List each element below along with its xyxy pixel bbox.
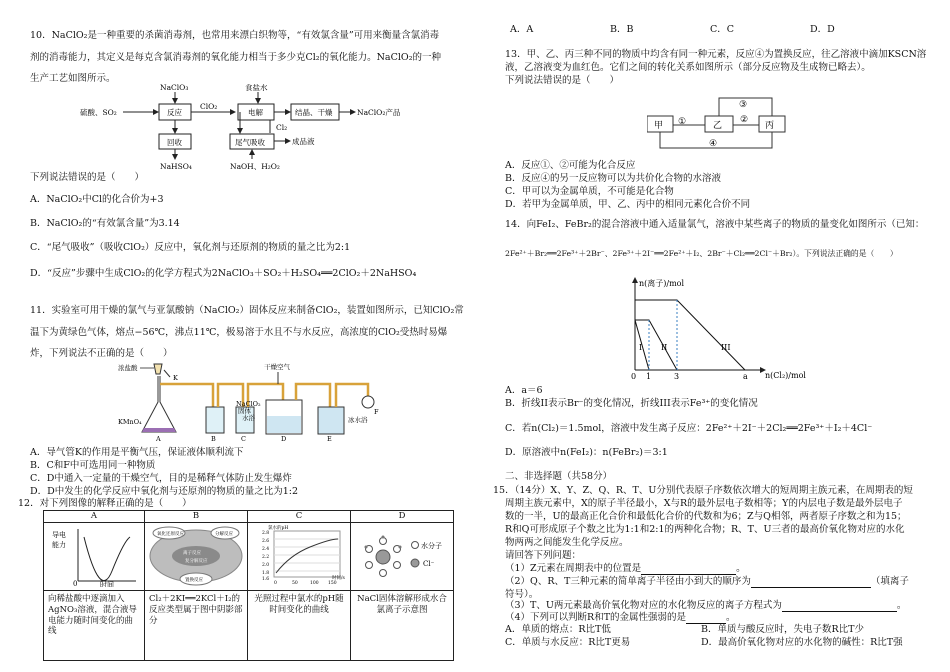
- q14-xlabel: n(Cl₂)/mol: [765, 371, 806, 380]
- q15-sub-1-text: （1）Z元素在周期表中的位置是: [505, 563, 642, 574]
- app-naclo2: NaClO₂: [236, 400, 261, 408]
- q15-line-6: 请回答下列问题：: [505, 550, 582, 561]
- app-label-c: C: [241, 435, 246, 443]
- q10-flow-diagram: [80, 84, 410, 172]
- q15-sub-3-blank[interactable]: [782, 611, 897, 612]
- app-kmno4: KMnO₄: [118, 418, 142, 426]
- q11-option-a: A．导气管K的作用是平衡气压，保证液体顺利流下: [30, 447, 244, 458]
- q14-tick-3: 3: [674, 372, 680, 380]
- a-xlabel: 时间: [100, 580, 114, 587]
- q11-line-3: 炸，下列说法不正确的是（ ）: [30, 348, 173, 359]
- q15-sub-4-text: （4）下列可以判断R和T的金属性强弱的是: [505, 612, 687, 623]
- q15-sub-1: [505, 563, 746, 575]
- q12-option-d: D．D: [810, 24, 835, 35]
- q15-sub-3-period: 。: [896, 600, 907, 611]
- part-two-heading: 二、非选择题（共58分）: [505, 471, 613, 482]
- q15-sub-2-text: （2）Q、R、T三种元素的简单离子半径由小到大的顺序为: [505, 576, 751, 587]
- q12-cell-a: 向稀盐酸中逐滴加入AgNO₃溶液，混合液导电能力随时间变化的曲线: [44, 591, 145, 661]
- app-label-b: B: [211, 435, 216, 443]
- q14-tick-1: 1: [646, 372, 652, 380]
- c-ytick-0: 2.8: [262, 530, 270, 536]
- bottle-b: [206, 407, 224, 433]
- q13-r2: ②: [740, 115, 749, 125]
- q13-option-b: B．反应④的另一反应物可以为共价化合物的水溶液: [505, 173, 721, 184]
- flow-naoh: NaOH、H₂O₂: [230, 162, 280, 171]
- c-ytick-6: 1.6: [262, 576, 270, 582]
- q12-cell-d: NaCl固体溶解形成水合氯离子示意图: [351, 591, 454, 661]
- flow-finished: 成品液: [292, 137, 315, 146]
- q11-option-d: D．D中发生的化学反应中氧化剂与还原剂的物质的量之比为1:2: [30, 486, 299, 497]
- flow-electrolysis: 电解: [248, 108, 263, 117]
- q11-line-2: 温下为黄绿色气体，熔点−56℃，沸点11℃，极易溶于水且不与水反应，高浓度的ClO₂受热时易爆: [30, 327, 448, 338]
- app-solid: 固体: [238, 407, 251, 415]
- q12-header-d: D: [351, 511, 454, 523]
- q13-option-a: A．反应①、②可能为化合反应: [505, 160, 636, 171]
- q12-figure-b: [145, 522, 248, 591]
- q15-line-4: R和Q可形成原子个数之比为1:1和2:1的两种化合物；R、T、U三者的最高价氧化物对应的水化: [505, 524, 905, 535]
- flow-reaction: 反应: [167, 108, 182, 117]
- q15-option-d: D．最高价氧化物对应的水化物的碱性：R比T强: [701, 637, 903, 648]
- b-label-double: 复分解反应: [185, 558, 208, 564]
- q12-stem: 12．对下列图像的解释正确的是（ ）: [18, 498, 192, 509]
- q11-line-1: 11．实验室可用干燥的氯气与亚氯酸钠（NaClO₂）固体反应来制备ClO₂，装置如图所示，已知ClO₂常: [30, 305, 464, 316]
- flow-crystallize: 结晶、干燥: [295, 108, 333, 117]
- c-xtick-3: 150: [328, 580, 337, 586]
- flow-clo2: ClO₂: [200, 102, 218, 111]
- q14-chart: [625, 270, 835, 380]
- flow-recycle: 回收: [167, 138, 182, 147]
- app-label-a: A: [156, 435, 161, 443]
- c-xtick-0: 0: [274, 580, 277, 586]
- q12-header-b: B: [145, 511, 248, 523]
- q10-line-3: 生产工艺如图所示。: [30, 73, 116, 84]
- q13-line-2: 液，乙溶液变为血红色。它们之间的转化关系如图所示（部分反应物及生成物已略去）。: [505, 62, 871, 73]
- q12-header-a: A: [44, 511, 145, 523]
- a-ylabel-1: 导电: [52, 530, 66, 539]
- q12-option-c: C．C: [710, 24, 735, 35]
- q13-line-1: 13．甲、乙、丙三种不同的物质中均含有同一种元素，反应④为置换反应，往乙溶液中滴加KSCN溶: [505, 49, 927, 60]
- q11-option-c: C．D中通入一定量的干燥空气，目的是稀释气体防止发生爆炸: [30, 473, 292, 484]
- q12-option-b: B．B: [610, 24, 634, 35]
- svg-text:.: .: [193, 108, 196, 117]
- dropping-funnel: [154, 364, 162, 374]
- app-label-f: F: [374, 408, 379, 416]
- q10-line-2: 剂的消毒能力，其定义是每克含氯消毒剂的氧化能力相当于多少克Cl₂的氧化能力。NaClO₂的一种: [30, 52, 441, 63]
- flow-input-left: 硫酸、SO₂: [80, 108, 117, 117]
- c-ytick-3: 2.2: [262, 554, 270, 560]
- q12-cell-c: 光照过程中氯水的pH随时间变化的曲线: [248, 591, 351, 661]
- d-chloride-ion: [376, 550, 390, 564]
- q12-cell-b: Cl₂＋2KI══2KCl＋I₂的反应类型属于图中阴影部分: [145, 591, 248, 661]
- c-xtick-2: 100: [310, 580, 319, 586]
- q14-ylabel: n(离子)/mol: [639, 279, 685, 288]
- b-label-ionic: 离子反应: [183, 550, 201, 556]
- c-ytick-4: 2.0: [262, 562, 270, 568]
- q13-r3: ③: [739, 100, 748, 110]
- q12-figure-c: [248, 522, 351, 591]
- vessel-e: [318, 407, 344, 434]
- q15-sub-4: [505, 612, 736, 624]
- flow-tail: 尾气吸收: [235, 138, 265, 147]
- q14-line-2: 2Fe²⁺＋Br₂══2Fe³⁺＋2Br⁻、2Fe³⁺＋2I⁻══2Fe²⁺＋I₂、2Br⁻＋Cl₂══2Cl⁻＋Br₂）。下列说法正确的是（ ）: [505, 249, 898, 258]
- q13-line-3: 下列说法错误的是（ ）: [505, 75, 620, 86]
- app-label-d: D: [281, 435, 287, 443]
- q14-option-b: B．折线II表示Br⁻的变化情况，折线III表示Fe³⁺的变化情况: [505, 398, 758, 409]
- q14-roman-1: I: [639, 343, 643, 352]
- q15-sub-2-note: （填离子: [870, 576, 909, 587]
- q15-option-c: C．单质与水反应：R比T更易: [505, 637, 631, 648]
- q10-stem: 下列说法错误的是（ ）: [30, 172, 145, 183]
- q13-option-c: C．甲可以为金属单质，不可能是化合物: [505, 186, 674, 197]
- q14-roman-2: II: [661, 343, 668, 352]
- q15-line-1: 15．（14分）X、Y、Z、Q、R、T、U分别代表原子序数依次增大的短周期主族元素，在周期表的短: [493, 485, 913, 496]
- app-label-e: E: [327, 435, 332, 443]
- q14-option-d: D．原溶液中n(FeI₂)：n(FeBr₂)＝3:1: [505, 447, 668, 458]
- q10-option-a: A．NaClO₂中Cl的化合价为+3: [30, 194, 164, 205]
- q15-sub-1-blank[interactable]: [641, 574, 736, 575]
- b-label-redox: 氧化还原反应: [157, 531, 184, 537]
- q15-sub-3: [505, 600, 906, 612]
- q15-sub-2-cont: 符号）。: [505, 589, 539, 600]
- flow-product: NaClO₂产品: [357, 108, 401, 117]
- q15-sub-2: [505, 576, 909, 588]
- q12-header-c: C: [248, 511, 351, 523]
- q15-line-3: 数的一半，U的最高正化合价和最低化合价的代数和为6；Z与Q相邻，两者原子序数之和为15；: [505, 511, 907, 522]
- q11-apparatus-diagram: [118, 362, 398, 448]
- q11-option-b: B．C和F中可选用同一种物质: [30, 460, 156, 471]
- q12-option-a: A．A: [510, 24, 534, 35]
- q14-option-a: A．a＝6: [505, 385, 543, 396]
- q15-line-2: 周期主族元素中，X的原子半径最小，X与R的最外层电子数相等；Y的内层电子数是最外层电子: [505, 498, 903, 509]
- q13-r1: ①: [678, 117, 687, 127]
- q12-figure-a: [44, 522, 145, 591]
- q10-option-d: D．“反应”步骤中生成ClO₂的化学方程式为2NaClO₃＋SO₂＋H₂SO₄══2ClO₂＋2NaHSO₄: [30, 268, 417, 279]
- q10-line-1: 10．NaClO₂是一种重要的杀菌消毒剂，也常用来漂白织物等，“有效氯含量”可用来衡量含氯消毒: [30, 30, 440, 41]
- q14-option-c: C．若n(Cl₂)＝1.5mol，溶液中发生离子反应：2Fe²⁺＋2I⁻＋2Cl₂══2Fe³⁺＋I₂＋4Cl⁻: [505, 423, 873, 434]
- a-curve: [84, 537, 130, 581]
- a-ylabel-2: 能力: [52, 540, 66, 549]
- flow-naclo3: NaClO₃: [160, 84, 189, 92]
- drying-tube-f: [362, 396, 374, 408]
- app-conc-hcl: 浓盐酸: [118, 364, 138, 372]
- q10-option-c: C．“尾气吸收”（吸收ClO₂）反应中，氧化剂与还原剂的物质的量之比为2:1: [30, 242, 351, 253]
- b-label-displace: 置换反应: [185, 577, 203, 583]
- c-xtick-1: 50: [292, 580, 298, 586]
- app-ice-water: 冰水浴: [348, 416, 368, 424]
- q15-sub-4-period: 。: [726, 612, 736, 623]
- flow-cl2: Cl₂: [276, 123, 288, 132]
- c-ytick-5: 1.8: [262, 570, 270, 576]
- d-cl-label: Cl⁻: [423, 559, 435, 568]
- flow-brine: 食盐水: [245, 84, 268, 92]
- app-k: K: [173, 374, 178, 382]
- c-ylabel: 氯水的pH: [268, 525, 289, 531]
- b-label-decomp: 分解反应: [215, 531, 233, 537]
- q12-figure-d: [351, 522, 454, 591]
- q15-sub-1-period: 。: [736, 563, 746, 574]
- q15-sub-2-blank[interactable]: [751, 587, 871, 588]
- q12-table: [43, 510, 454, 661]
- q13-diagram: [647, 92, 787, 154]
- app-dry-air: 干燥空气: [264, 363, 290, 371]
- q10-option-b: B．NaClO₂的“有效氯含量”为3.14: [30, 218, 180, 229]
- c-ytick-2: 2.4: [262, 546, 270, 552]
- q13-yi: 乙: [713, 121, 723, 131]
- q14-tick-a: a: [743, 372, 748, 380]
- q13-r4: ④: [709, 139, 718, 149]
- flow-nahso4: NaHSO₄: [160, 162, 192, 171]
- a-zero: 0: [73, 579, 78, 587]
- q15-sub-3-text: （3）T、U两元素最高价氧化物对应的水化物反应的离子方程式为: [505, 600, 782, 611]
- q14-roman-3: III: [721, 343, 731, 352]
- q13-option-d: D．若甲为金属单质，甲、乙、丙中的相同元素化合价不同: [505, 199, 751, 210]
- q14-line-1: 14．向FeI₂、FeBr₂的混合溶液中通入适量氯气，溶液中某些离子的物质的量变化如图所示（已知：: [505, 219, 925, 230]
- q14-line-III: [635, 300, 745, 370]
- q15-option-a: A．单质的熔点：R比T低: [505, 624, 611, 635]
- c-xlabel: 时间/s: [332, 575, 345, 581]
- c-ytick-1: 2.6: [262, 538, 270, 544]
- q13-bing: 丙: [765, 121, 775, 131]
- q14-tick-0: 0: [631, 372, 637, 380]
- q15-line-5: 物两两之间能发生化学反应。: [505, 537, 629, 548]
- q15-option-b: B．单质与酸反应时，失电子数R比T少: [701, 624, 864, 635]
- app-water-bath: 水浴: [242, 414, 255, 422]
- d-water-label: 水分子: [421, 541, 442, 550]
- q13-jia: 甲: [654, 121, 664, 131]
